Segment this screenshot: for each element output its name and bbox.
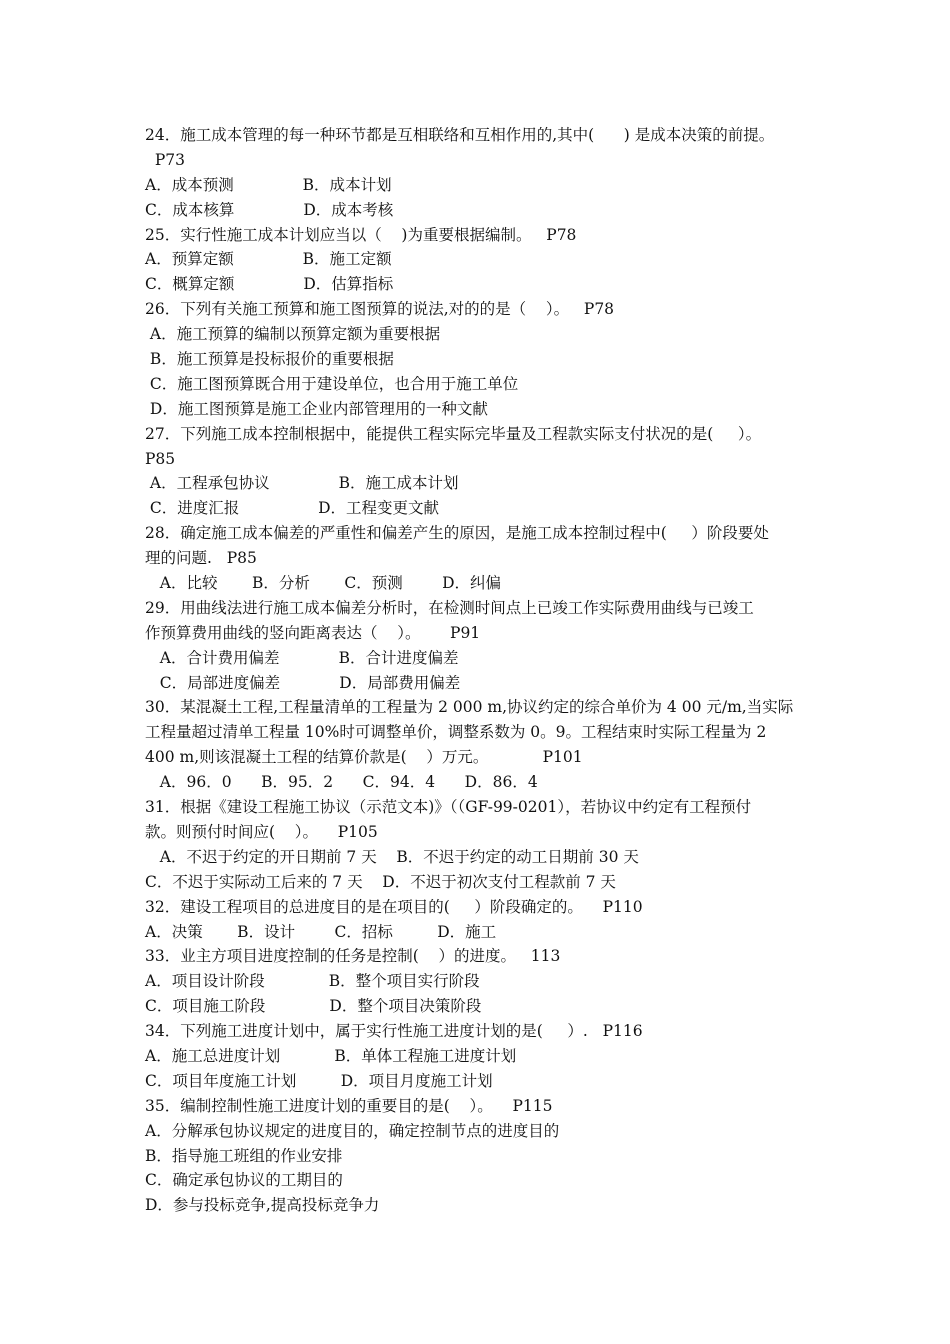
text-line: D．参与投标竞争,提高投标竞争力 [145, 1196, 380, 1215]
text-line: 31．根据《建设工程施工协议（示范文本)》（（GF-99-0201），若协议中约定有工程预付 [145, 798, 752, 817]
text-line: 24．施工成本管理的每一种环节都是互相联络和互相作用的,其中( ) 是成本决策的前提。 [145, 126, 775, 144]
text-line: C．成本核算 D．成本考核 [145, 200, 394, 219]
text-line: D．施工图预算是施工企业内部管理用的一种文献 [145, 399, 488, 418]
text-line: P73 [145, 150, 186, 169]
text-line: 26．下列有关施工预算和施工图预算的说法,对的的是（ ）。 P78 [145, 300, 615, 319]
text-line: B．指导施工班组的作业安排 [145, 1146, 343, 1165]
text-line: A．项目设计阶段 B．整个项目实行阶段 [145, 972, 480, 991]
text-line: 28．确定施工成本偏差的严重性和偏差产生的原因，是施工成本控制过程中( ）阶段要处 [145, 524, 769, 543]
text-line: A．决策 B．设计 C．招标 D．施工 [145, 922, 497, 941]
question-list [145, 123, 825, 1218]
text-line: A．合计费用偏差 B．合计进度偏差 [145, 648, 459, 667]
text-line: A．预算定额 B．施工定额 [145, 250, 392, 269]
text-line: 32．建设工程项目的总进度目的是在项目的( ）阶段确定的。 P110 [145, 897, 643, 916]
text-line: A．不迟于约定的开日期前 7 天 B．不迟于约定的动工日期前 30 天 [145, 847, 639, 866]
text-line: C．进度汇报 D．工程变更文献 [145, 499, 440, 518]
text-line: C．项目施工阶段 D．整个项目决策阶段 [145, 997, 482, 1016]
text-line: P85 [145, 449, 176, 468]
text-line: 25．实行性施工成本计划应当以（ )为重要根据编制。 P78 [145, 225, 577, 244]
text-line: C．施工图预算既合用于建设单位，也合用于施工单位 [145, 374, 519, 393]
text-line: A．96．0 B．95．2 C．94．4 D．86．4 [145, 773, 538, 792]
text-line: 27．下列施工成本控制根据中，能提供工程实际完毕量及工程款实际支付状况的是( ）。 [145, 424, 762, 443]
text-line: C．项目年度施工计划 D．项目月度施工计划 [145, 1071, 493, 1090]
text-line: B．施工预算是投标报价的重要根据 [145, 350, 394, 369]
text-line: C．不迟于实际动工后来的 7 天 D．不迟于初次支付工程款前 7 天 [145, 872, 616, 891]
text-line: 35．编制控制性施工进度计划的重要目的是( ）。 P115 [145, 1096, 553, 1115]
text-line: 理的问题. P85 [145, 549, 257, 568]
text-line: A．成本预测 B．成本计划 [145, 175, 392, 194]
text-line: 款。则预付时间应( ）。 P105 [145, 822, 378, 841]
text-line: 34．下列施工进度计划中，属于实行性施工进度计划的是( ）. P116 [145, 1022, 643, 1041]
text-line: C．确定承包协议的工期目的 [145, 1171, 343, 1190]
text-line: A．比较 B．分析 C．预测 D．纠偏 [145, 574, 502, 593]
text-line: 工程量超过清单工程量 10%时可调整单价，调整系数为 0。9。工程结束时实际工程量为 2 [145, 723, 767, 742]
text-line: A．施工预算的编制以预算定额为重要根据 [145, 325, 441, 344]
text-line: A．施工总进度计划 B．单体工程施工进度计划 [145, 1046, 517, 1065]
text-line: A．分解承包协议规定的进度目的，确定控制节点的进度目的 [145, 1121, 560, 1140]
text-line: 作预算费用曲线的竖向距离表达（ ）。 P91 [145, 623, 481, 642]
text-line: 400 m,则该混凝土工程的结算价款是( ）万元。 P101 [145, 748, 583, 767]
text-line: C．局部进度偏差 D．局部费用偏差 [145, 673, 461, 692]
text-line: 33．业主方项目进度控制的任务是控制( ）的进度。 113 [145, 947, 561, 966]
text-line: A．工程承包协议 B．施工成本计划 [145, 474, 459, 493]
text-line: 30．某混凝土工程,工程量清单的工程量为 2 000 m,协议约定的综合单价为 4 00 元/m,当实际 [145, 698, 794, 717]
text-line: 29．用曲线法进行施工成本偏差分析时，在检测时间点上已竣工作实际费用曲线与已竣工 [145, 598, 754, 617]
text-line: C．概算定额 D．估算指标 [145, 275, 394, 294]
